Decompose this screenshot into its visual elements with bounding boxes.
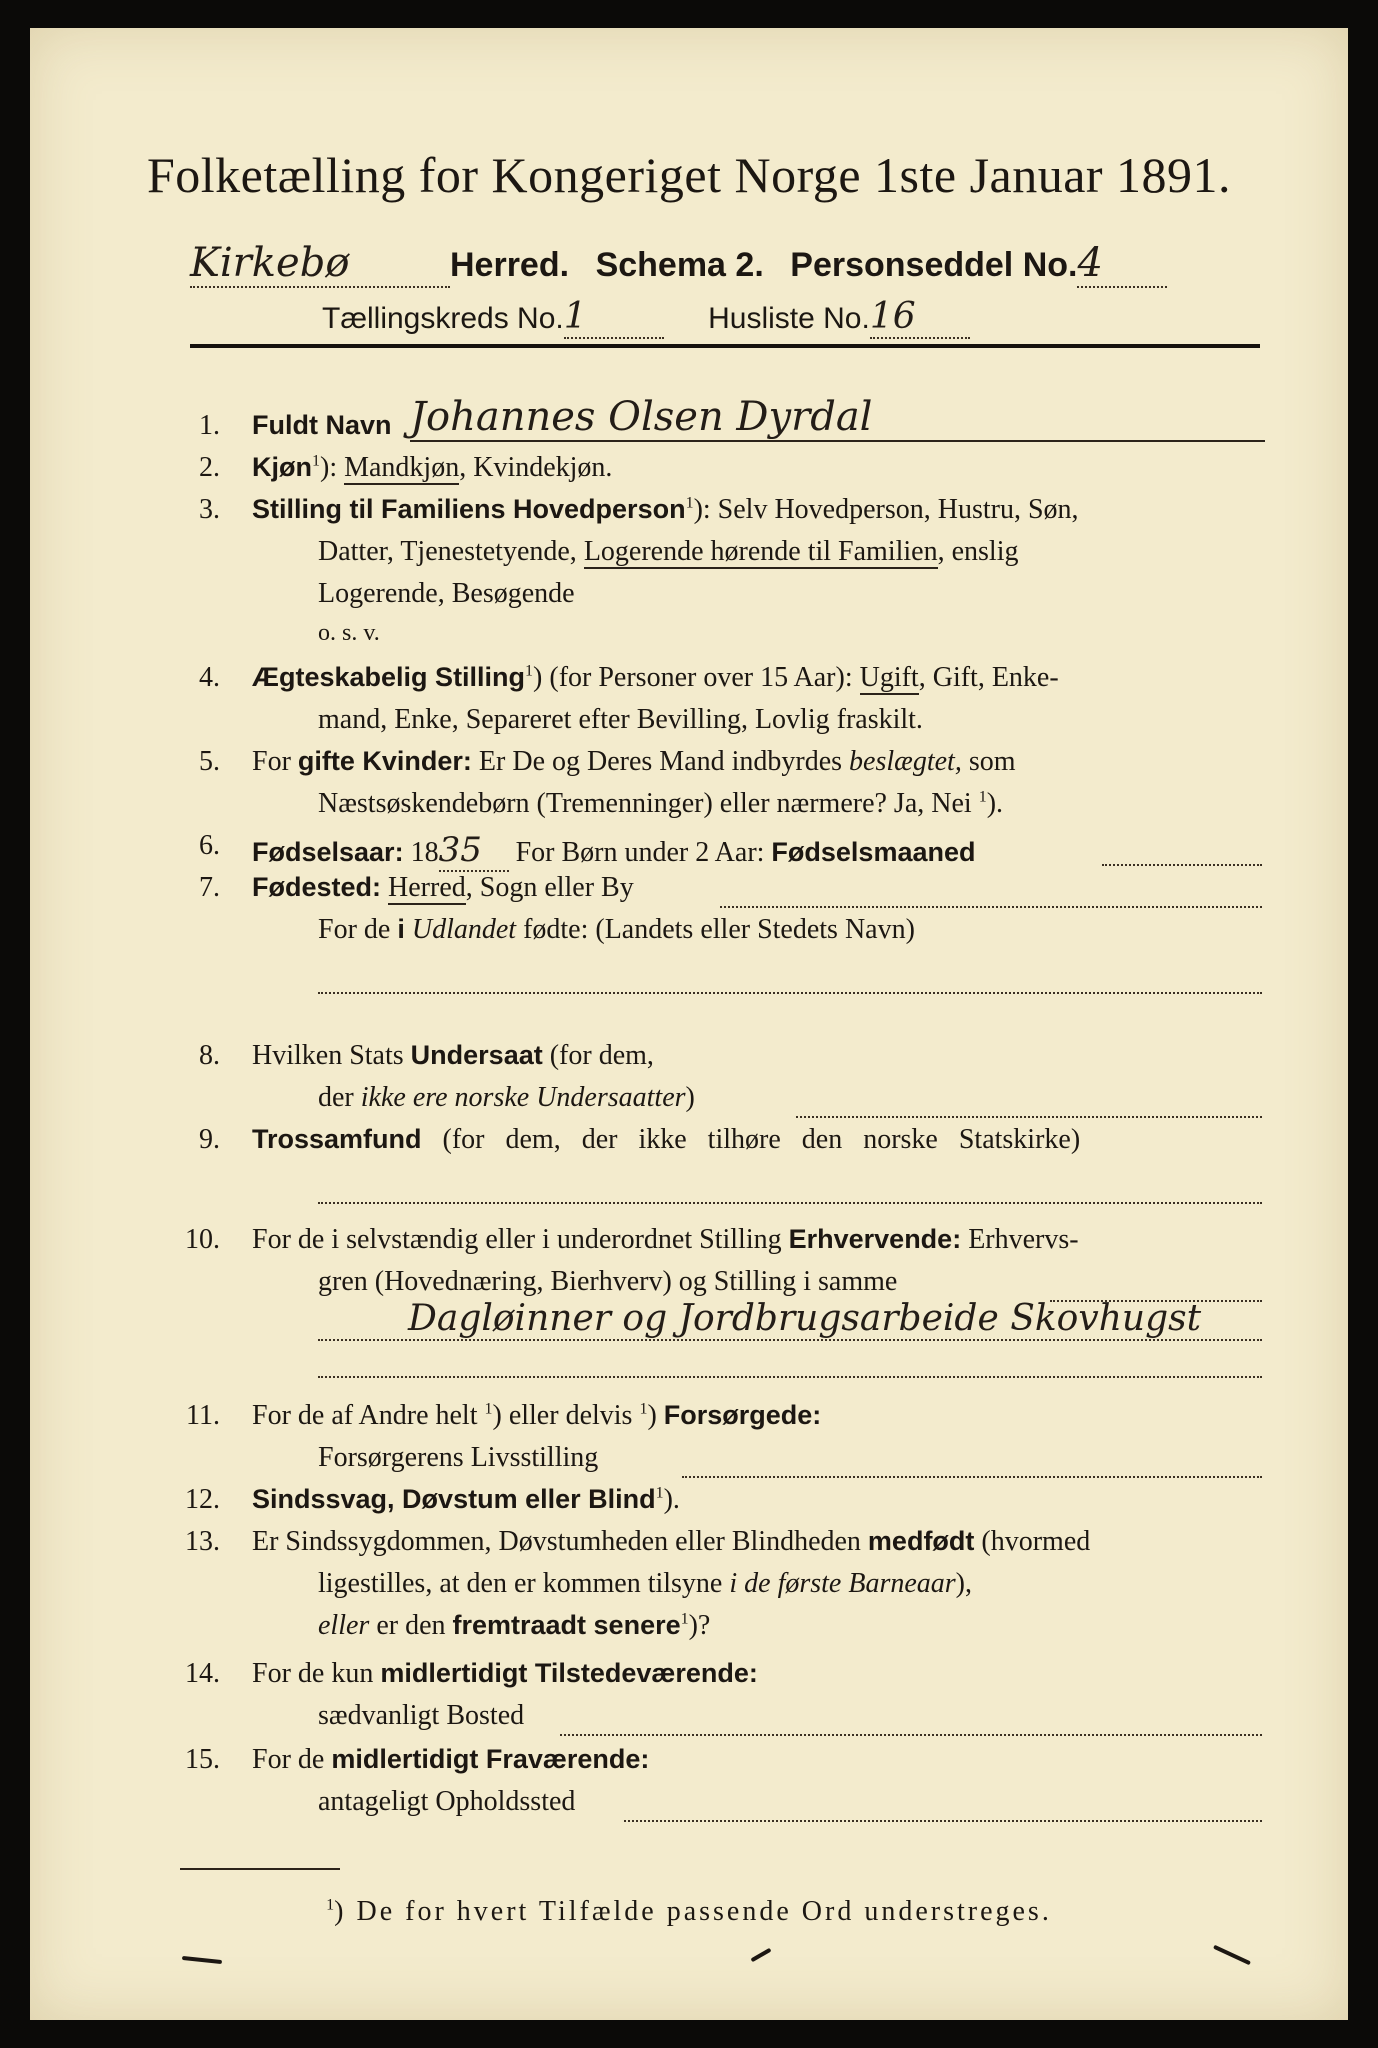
q2-option-mandkjon: Mandkjøn [344, 452, 460, 483]
q10-line1a: For de i selvstændig eller i underordnet Stilling [252, 1224, 789, 1255]
q13-number: 13. [185, 1526, 220, 1557]
q7-number: 7. [199, 872, 220, 903]
q8-line2b: ) [685, 1082, 695, 1113]
q8-label: Undersaat [410, 1040, 543, 1070]
q2-sup: 1 [312, 452, 320, 470]
q2-row [252, 452, 612, 484]
q9-label: Trossamfund [252, 1124, 422, 1154]
q5-line1c: som [961, 746, 1016, 777]
q11-line1a: For de af Andre helt [252, 1400, 485, 1431]
q3-sup: 1 [685, 494, 694, 512]
q11-sup2: 1 [639, 1400, 648, 1418]
q13-line1 [252, 1526, 1090, 1558]
q13-line1b: (hvormed [974, 1526, 1091, 1557]
q8-line1 [252, 1040, 654, 1072]
decorative-mark [750, 1948, 771, 1962]
q4-line1b: , Gift, Enke- [918, 662, 1059, 693]
q7-line2-italic: Udlandet [411, 914, 517, 945]
q11-label: Forsørgede: [663, 1400, 822, 1430]
q7-label: Fødested: [252, 872, 382, 902]
q6-label: Fødselsaar: [252, 837, 404, 867]
q14-number: 14. [185, 1658, 220, 1689]
q13-line3 [318, 1610, 710, 1642]
header-rule [190, 344, 1260, 348]
q3-option-selected: Logerende hørende til Familien [583, 536, 938, 567]
q3-line3: Logerende, Besøgende [318, 578, 575, 609]
footnote-sup: 1 [326, 1896, 335, 1914]
q3-line2 [318, 536, 1018, 568]
q3-line1-rest: ): Selv Hovedperson, Hustru, Søn, [693, 494, 1079, 525]
q7-fill-line2 [318, 992, 1262, 994]
q5-line2-sup: 1 [978, 788, 987, 806]
q6-answer: 35 [439, 830, 509, 872]
q9-row [252, 1124, 1080, 1156]
q13-line2b: ), [955, 1568, 972, 1599]
q6-row [252, 830, 976, 872]
q10-fill-line2 [318, 1376, 1262, 1378]
q4-option-ugift: Ugift [859, 662, 919, 693]
q14-line1 [252, 1658, 758, 1690]
q15-label: midlertidigt Fraværende: [331, 1744, 650, 1774]
q4-line1 [252, 662, 1059, 694]
q5-line1a: For [252, 746, 298, 777]
q1-answer: Johannes Olsen Dyrdal [410, 394, 1265, 442]
footnote-text: ) De for hvert Tilfælde passende Ord understreges. [334, 1896, 1052, 1927]
q10-number: 10. [185, 1224, 220, 1255]
q12-rest: ). [663, 1484, 680, 1515]
q2-number: 2. [199, 452, 220, 483]
q12-number: 12. [185, 1484, 220, 1515]
q11-line1c: ) [647, 1400, 664, 1431]
q5-line1-italic: beslægtet, [849, 746, 962, 777]
q8-line2a: der [318, 1082, 361, 1113]
q13-sup: 1 [680, 1610, 689, 1628]
q11-sup1: 1 [484, 1400, 493, 1418]
q2-text: ): [320, 452, 345, 483]
q7-line2a: For de [318, 914, 398, 945]
q3-line1 [252, 494, 1079, 526]
q12-row [252, 1484, 680, 1516]
kreds-label: Tællingskreds No. [322, 302, 564, 335]
q11-fill-line [682, 1476, 1262, 1478]
decorative-mark [1213, 1945, 1251, 1966]
herred-line [190, 240, 1167, 288]
q15-fill-line [624, 1820, 1262, 1822]
census-form [30, 28, 1348, 2020]
q10-label: Erhvervende: [788, 1224, 962, 1254]
q8-line2-italic: ikke ere norske Undersaatter [360, 1082, 686, 1113]
q3-line2a: Datter, Tjenestetyende, [318, 536, 584, 567]
q6-number: 6. [199, 830, 220, 861]
q2-label: Kjøn [252, 452, 312, 482]
q14-line1a: For de kun [252, 1658, 381, 1689]
q6-mid: For Børn under 2 Aar: [508, 837, 772, 868]
q1-row [252, 410, 392, 442]
q13-line1a: Er Sindssygdommen, Døvstumheden eller Blindheden [252, 1526, 868, 1557]
q5-line2 [318, 788, 1003, 820]
q8-number: 8. [199, 1040, 220, 1071]
q13-line2a: ligestilles, at den er kommen tilsyne [318, 1568, 730, 1599]
q7-rest: , Sogn eller By [465, 872, 634, 903]
q11-line1 [252, 1400, 821, 1432]
q10-line1 [252, 1224, 1079, 1256]
q4-number: 4. [199, 662, 220, 693]
q3-line2b: , enslig [937, 536, 1019, 567]
q5-line2-text: Næstsøskendebørn (Tremenninger) eller nærmere? Ja, Nei [318, 788, 979, 819]
q14-line2: sædvanligt Bosted [318, 1700, 525, 1731]
q11-line2: Forsørgerens Livsstilling [318, 1442, 599, 1473]
q4-label: Ægteskabelig Stilling [252, 662, 526, 692]
q13-label2: fremtraadt senere [452, 1610, 681, 1640]
q13-label: medfødt [867, 1526, 975, 1556]
q15-number: 15. [185, 1744, 220, 1775]
q11-line1b: ) eller delvis [492, 1400, 640, 1431]
q13-line2-italic: i de første Barneaar [729, 1568, 956, 1599]
q7-line2b: i [397, 914, 405, 944]
q15-line2: antageligt Opholdssted [318, 1786, 576, 1817]
q10-line1b: Erhvervs- [961, 1224, 1079, 1255]
q8-fill-line [796, 1116, 1262, 1118]
kreds-handwritten: 1 [564, 296, 664, 339]
q6-label2: Fødselsmaaned [771, 837, 976, 867]
q11-number: 11. [186, 1400, 220, 1431]
q5-line1b: Er De og Deres Mand indbyrdes [471, 746, 850, 777]
q13-line3b: )? [688, 1610, 711, 1641]
q1-number: 1. [199, 410, 220, 441]
q13-line2 [318, 1568, 972, 1600]
q13-line3-italic: eller [318, 1610, 370, 1641]
q6-fill-line [1102, 864, 1262, 866]
q12-sup: 1 [655, 1484, 664, 1502]
q3-label: Stilling til Familiens Hovedperson [252, 494, 686, 524]
q15-line1a: For de [252, 1744, 332, 1775]
footnote [30, 1896, 1348, 1928]
herred-label: Herred. [450, 246, 570, 284]
q7-fill-line [720, 906, 1262, 908]
form-title: Folketælling for Kongeriget Norge 1ste Januar 1891. [146, 147, 1232, 203]
husliste-label: Husliste No. [708, 302, 870, 335]
q14-fill-line [560, 1734, 1262, 1736]
kreds-line [322, 296, 970, 339]
q7-line1 [252, 872, 634, 904]
q5-label: gifte Kvinder: [297, 746, 472, 776]
q8-line2 [318, 1082, 695, 1114]
q15-line1 [252, 1744, 649, 1776]
q7-option-herred: Herred [388, 872, 466, 903]
personseddel-handwritten: 4 [1077, 240, 1167, 288]
q4-line2: mand, Enke, Separeret efter Bevilling, Lovlig fraskilt. [318, 704, 923, 735]
q2-option-kvindekjon: , Kvindekjøn. [459, 452, 613, 483]
footnote-rule [180, 1868, 340, 1870]
q10-line2: gren (Hovednæring, Bierhverv) og Stilling i samme [318, 1266, 898, 1297]
herred-handwritten: Kirkebø [190, 240, 450, 288]
husliste-handwritten: 16 [870, 296, 970, 339]
q12-label: Sindssvag, Døvstum eller Blind [252, 1484, 656, 1514]
q8-line1b: (for dem, [542, 1040, 654, 1071]
q5-line2-end: ). [986, 788, 1004, 819]
schema-label: Schema 2. [595, 246, 764, 284]
q10-answer: Dagløinner og Jordbrugsarbeide Skovhugst [318, 1298, 1262, 1341]
personseddel-label: Personseddel No. [790, 246, 1078, 284]
q9-rest: (for dem, der ikke tilhøre den norske Statskirke) [421, 1124, 1081, 1155]
q5-line1 [252, 746, 1016, 778]
q9-fill-line [318, 1202, 1262, 1204]
q3-number: 3. [199, 494, 220, 525]
q3-line4: o. s. v. [318, 620, 380, 646]
q5-number: 5. [199, 746, 220, 777]
decorative-mark [182, 1956, 222, 1964]
q1-label: Fuldt Navn [252, 410, 392, 440]
q14-label: midlertidigt Tilstedeværende: [380, 1658, 758, 1688]
q4-line1a: ) (for Personer over 15 Aar): [533, 662, 860, 693]
q8-line1a: Hvilken Stats [252, 1040, 411, 1071]
q9-number: 9. [199, 1124, 220, 1155]
q7-line2 [318, 914, 915, 946]
q13-line3a: er den [369, 1610, 453, 1641]
q7-line2c: fødte: (Landets eller Stedets Navn) [516, 914, 915, 945]
q6-prefix: 18 [403, 837, 439, 868]
q4-sup: 1 [525, 662, 534, 680]
